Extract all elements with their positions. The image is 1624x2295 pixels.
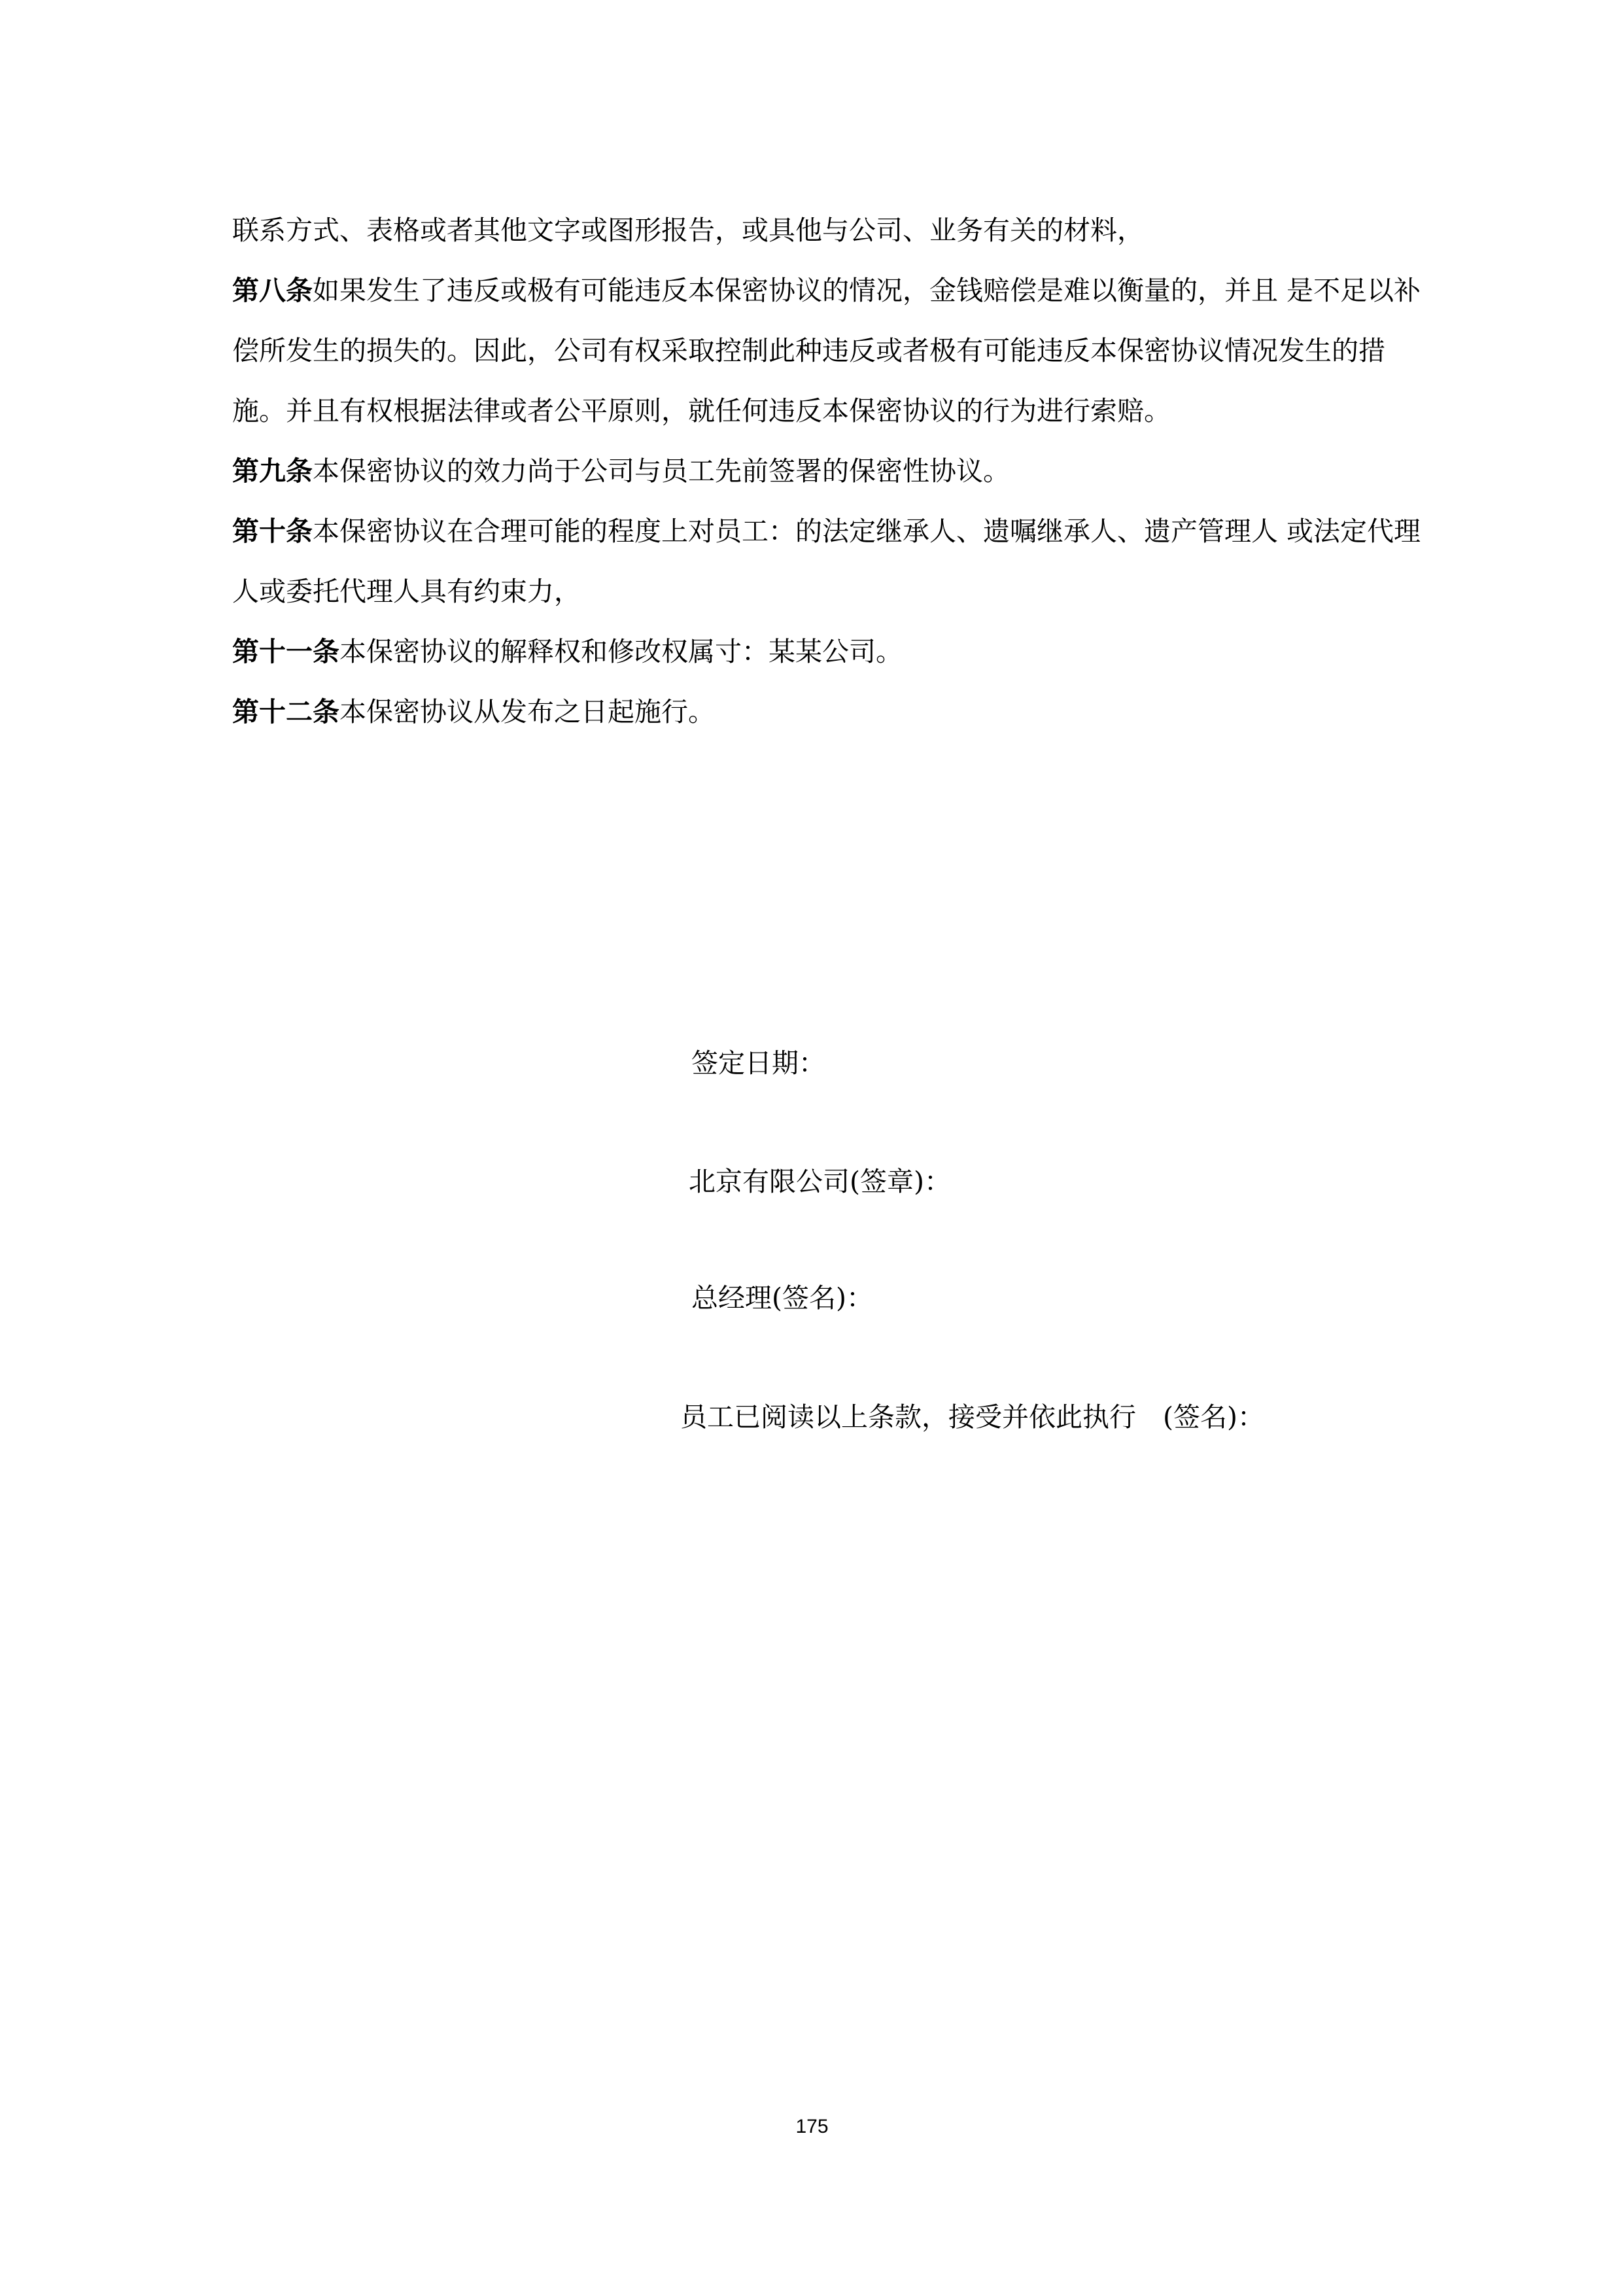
article-heading: 第九条 xyxy=(232,455,313,487)
article-8 xyxy=(232,260,1429,441)
general-manager-signature-label: 总经理(签名)： xyxy=(691,1282,873,1314)
article-9 xyxy=(232,441,1429,501)
signing-date-label: 签定日期： xyxy=(691,1047,825,1079)
article-heading: 第十二条 xyxy=(232,696,339,727)
article-12 xyxy=(232,682,1429,742)
document-body xyxy=(232,200,1429,742)
article-heading: 第八条 xyxy=(232,275,313,306)
paragraph-text: 联系方式、表格或者其他文字或图形报告，或具他与公司、业务有关的材料， xyxy=(232,215,1144,246)
article-11 xyxy=(232,622,1429,682)
page-number: 175 xyxy=(795,2116,829,2137)
company-seal-label: 北京有限公司(签章)： xyxy=(689,1166,951,1197)
article-text: 本保密协议在合理可能的程度上对员工：的法定继承人、遗嘱继承人、遗产管理人 或法定代理人或委托代理人具有约束力， xyxy=(232,516,1421,607)
article-text: 如果发生了违反或极有可能违反本保密协议的情况，金钱赔偿是难以衡量的，并且 是不足以补偿所发生的损失的。因此，公司有权采取控制此种违反或者极有可能违反本保密协议情况发生的措施。并且有权根据法律或者公平原则，就任何违反本保密协议的行为进行索赔。 xyxy=(232,275,1421,427)
article-heading: 第十一条 xyxy=(232,636,339,667)
employee-signature-label: 员工已阅读以上条款，接受并依此执行 (签名)： xyxy=(680,1401,1264,1433)
paragraph-continuation xyxy=(232,200,1429,260)
article-text: 本保密协议从发布之日起施行。 xyxy=(339,696,715,727)
article-10 xyxy=(232,501,1429,622)
article-text: 本保密协议的解释权和修改权属寸：某某公司。 xyxy=(339,636,903,667)
article-heading: 第十条 xyxy=(232,516,313,547)
article-text: 本保密协议的效力尚于公司与员工先前签署的保密性协议。 xyxy=(313,455,1010,487)
